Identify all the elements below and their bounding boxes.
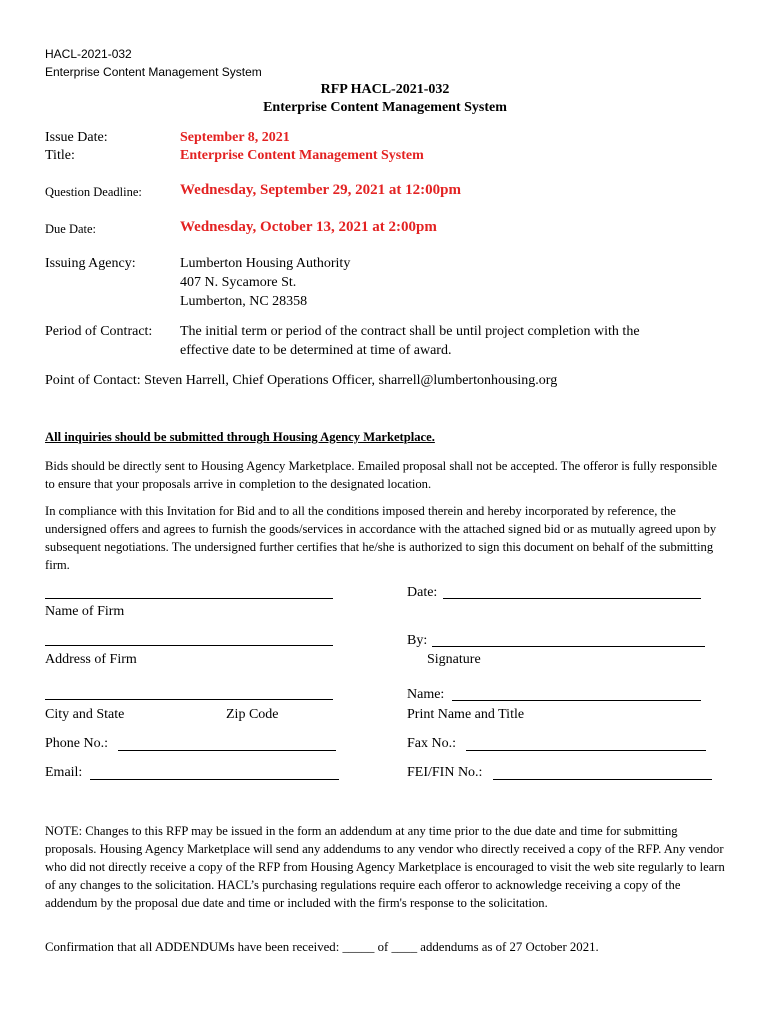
city-zip-line[interactable] <box>45 699 333 700</box>
agency-name: Lumberton Housing Authority <box>180 256 351 271</box>
agency-city: Lumberton, NC 28358 <box>180 294 308 309</box>
title-value: Enterprise Content Management System <box>180 148 424 163</box>
header-system: Enterprise Content Management System <box>45 65 262 79</box>
note-paragraph: NOTE: Changes to this RFP may be issued in the form an addendum at any time prior to the due date and time for submitting proposals. Housing Agency Marketplace will send any addendums to any vendor who directly received a copy of the RFP. Any vendor who did not directly receive a copy of the RFP from Housing Agency Marketplace is encouraged to visit the web site regularly to learn of any changes to the solicitation. HACL’s purchasing regulations require each offeror to acknowledge receiving a copy of the addendum by the proposal due date and time or included with the firm's response to the solicitation. <box>45 824 725 910</box>
date-label: Date: <box>407 585 438 600</box>
header-code: HACL-2021-032 <box>45 47 132 61</box>
addendum-confirmation: Confirmation that all ADDENDUMs have been received: _____ of ____ addendums as of 27 October 2021. <box>45 940 599 954</box>
signature-label: Signature <box>427 652 481 667</box>
firm-address-line[interactable] <box>45 645 333 646</box>
fax-line[interactable] <box>466 750 706 751</box>
title-system: Enterprise Content Management System <box>263 100 507 115</box>
bids-paragraph: Bids should be directly sent to Housing Agency Marketplace. Emailed proposal shall not be accepted. The offeror is fully responsible to ensure that your proposals arrive in completion to the designated location. <box>45 459 718 491</box>
point-of-contact: Point of Contact: Steven Harrell, Chief Operations Officer, sharrell@lumbertonhousing.org <box>45 373 558 388</box>
email-line[interactable] <box>90 779 339 780</box>
issuing-agency-label: Issuing Agency: <box>45 256 136 271</box>
question-deadline-value: Wednesday, September 29, 2021 at 12:00pm <box>180 182 461 198</box>
zip-code-label: Zip Code <box>226 707 279 722</box>
period-line2: effective date to be determined at time of award. <box>180 343 452 358</box>
fei-label: FEI/FIN No.: <box>407 765 483 780</box>
inquiries-heading: All inquiries should be submitted through Housing Agency Marketplace. <box>45 430 435 444</box>
period-label: Period of Contract: <box>45 324 153 339</box>
issue-date-label: Issue Date: <box>45 130 108 145</box>
title-label: Title: <box>45 148 75 163</box>
fax-label: Fax No.: <box>407 736 456 751</box>
signature-line[interactable] <box>432 646 705 647</box>
title-rfp: RFP HACL-2021-032 <box>320 82 450 97</box>
print-name-title-label: Print Name and Title <box>407 707 525 722</box>
address-of-firm-label: Address of Firm <box>45 652 137 667</box>
email-label: Email: <box>45 765 83 780</box>
print-name-line[interactable] <box>452 700 701 701</box>
issue-date-value: September 8, 2021 <box>180 130 290 145</box>
fei-line[interactable] <box>493 779 712 780</box>
agency-street: 407 N. Sycamore St. <box>180 275 297 290</box>
phone-line[interactable] <box>118 750 336 751</box>
date-line[interactable] <box>443 598 701 599</box>
compliance-paragraph: In compliance with this Invitation for Bid and to all the conditions imposed therein and hereby incorporated by reference, the undersigned offers and agrees to furnish the goods/services in accordance with the attached signed bid or as mutually agreed upon by subsequent negotiations. The undersigned further certifies that he/she is authorized to sign this document on behalf of the submitting firm. <box>45 504 717 572</box>
city-and-state-label: City and State <box>45 707 125 722</box>
due-date-label: Due Date: <box>45 222 97 236</box>
by-label: By: <box>407 633 428 648</box>
firm-name-line[interactable] <box>45 598 333 599</box>
phone-label: Phone No.: <box>45 736 108 751</box>
name-label: Name: <box>407 687 445 702</box>
period-line1: The initial term or period of the contract shall be until project completion with the <box>180 324 640 339</box>
name-of-firm-label: Name of Firm <box>45 604 125 619</box>
question-deadline-label: Question Deadline: <box>45 185 142 199</box>
due-date-value: Wednesday, October 13, 2021 at 2:00pm <box>180 219 437 235</box>
